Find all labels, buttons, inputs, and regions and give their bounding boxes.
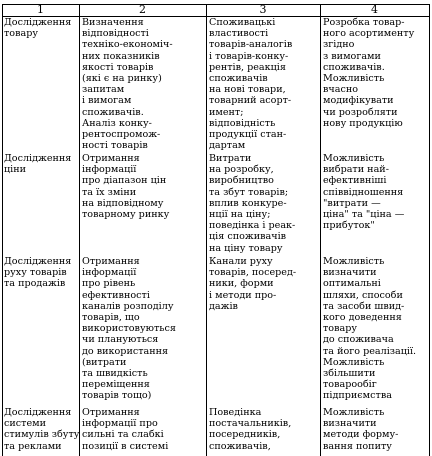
row-1-objects: Споживацькі властивості товарів-аналогів і товарів-конку- рентів, реакція споживачів на нові товари, товарний асорт- имент; відповідність продукції стан- дартам	[209, 17, 293, 152]
row-3-objects: Канали руху товарів, посеред- ники, форми і методи про- дажів	[209, 256, 297, 312]
row-3-research-area: Дослідження руху товарів та продажів	[4, 256, 72, 290]
row-4-research-area: Дослідження системи стимулів збуту та реклами	[4, 407, 80, 452]
row-3-tasks: Отримання інформації про рівень ефективності каналів розподілу товарів, що використовуються чи плануються до використання (витрати та швидкість переміщення товарів тощо)	[82, 256, 176, 402]
column-header-3: 3	[259, 3, 267, 16]
row-4-objects: Поведінка постачальників, посередників, споживачів,	[209, 407, 292, 452]
row-1-research-area: Дослідження товару	[4, 17, 72, 40]
row-2-objects: Витрати на розробку, виробництво та збут товарів; вплив конкуре- нції на ціну; поведінка і реак- ція споживачів на ціну товару	[209, 153, 296, 254]
table-border-right	[429, 4, 430, 456]
row-3-results: Можливість визначити оптимальні шляхи, способи та засоби швид- кого доведення товару до споживача та його реалізації. Можливість збільшити товарообіг підприємства	[323, 256, 417, 402]
column-divider-1	[79, 4, 80, 456]
row-2-research-area: Дослідження ціни	[4, 153, 72, 176]
row-4-tasks: Отримання інформації про сильні та слабкі позиції в системі	[82, 407, 169, 452]
row-2-results: Можливість вибрати най- ефективніші співвідношення "витрати — ціна" та "ціна — прибуток"	[323, 153, 405, 232]
row-2-tasks: Отримання інформації про діапазон цін та їх зміни на відповідному товарному ринку	[82, 153, 170, 221]
table-border-left	[2, 4, 3, 456]
column-divider-2	[206, 4, 207, 456]
column-header-1: 1	[37, 3, 44, 16]
column-header-2: 2	[139, 3, 146, 16]
row-4-results: Можливість визначити методи форму- вання попиту	[323, 407, 399, 452]
column-divider-3	[320, 4, 321, 456]
column-header-4: 4	[371, 3, 378, 16]
row-1-results: Розробка товар- ного асортименту згідно з вимогами споживачів. Можливість вчасно модифікувати чи розробляти нову продукцію	[323, 17, 415, 129]
row-1-tasks: Визначення відповідності техніко-економіч- них показників якості товарів (які є на ринку) запитам і вимогам споживачів. Аналіз конку- рентоспромож- ності товарів	[82, 17, 173, 152]
